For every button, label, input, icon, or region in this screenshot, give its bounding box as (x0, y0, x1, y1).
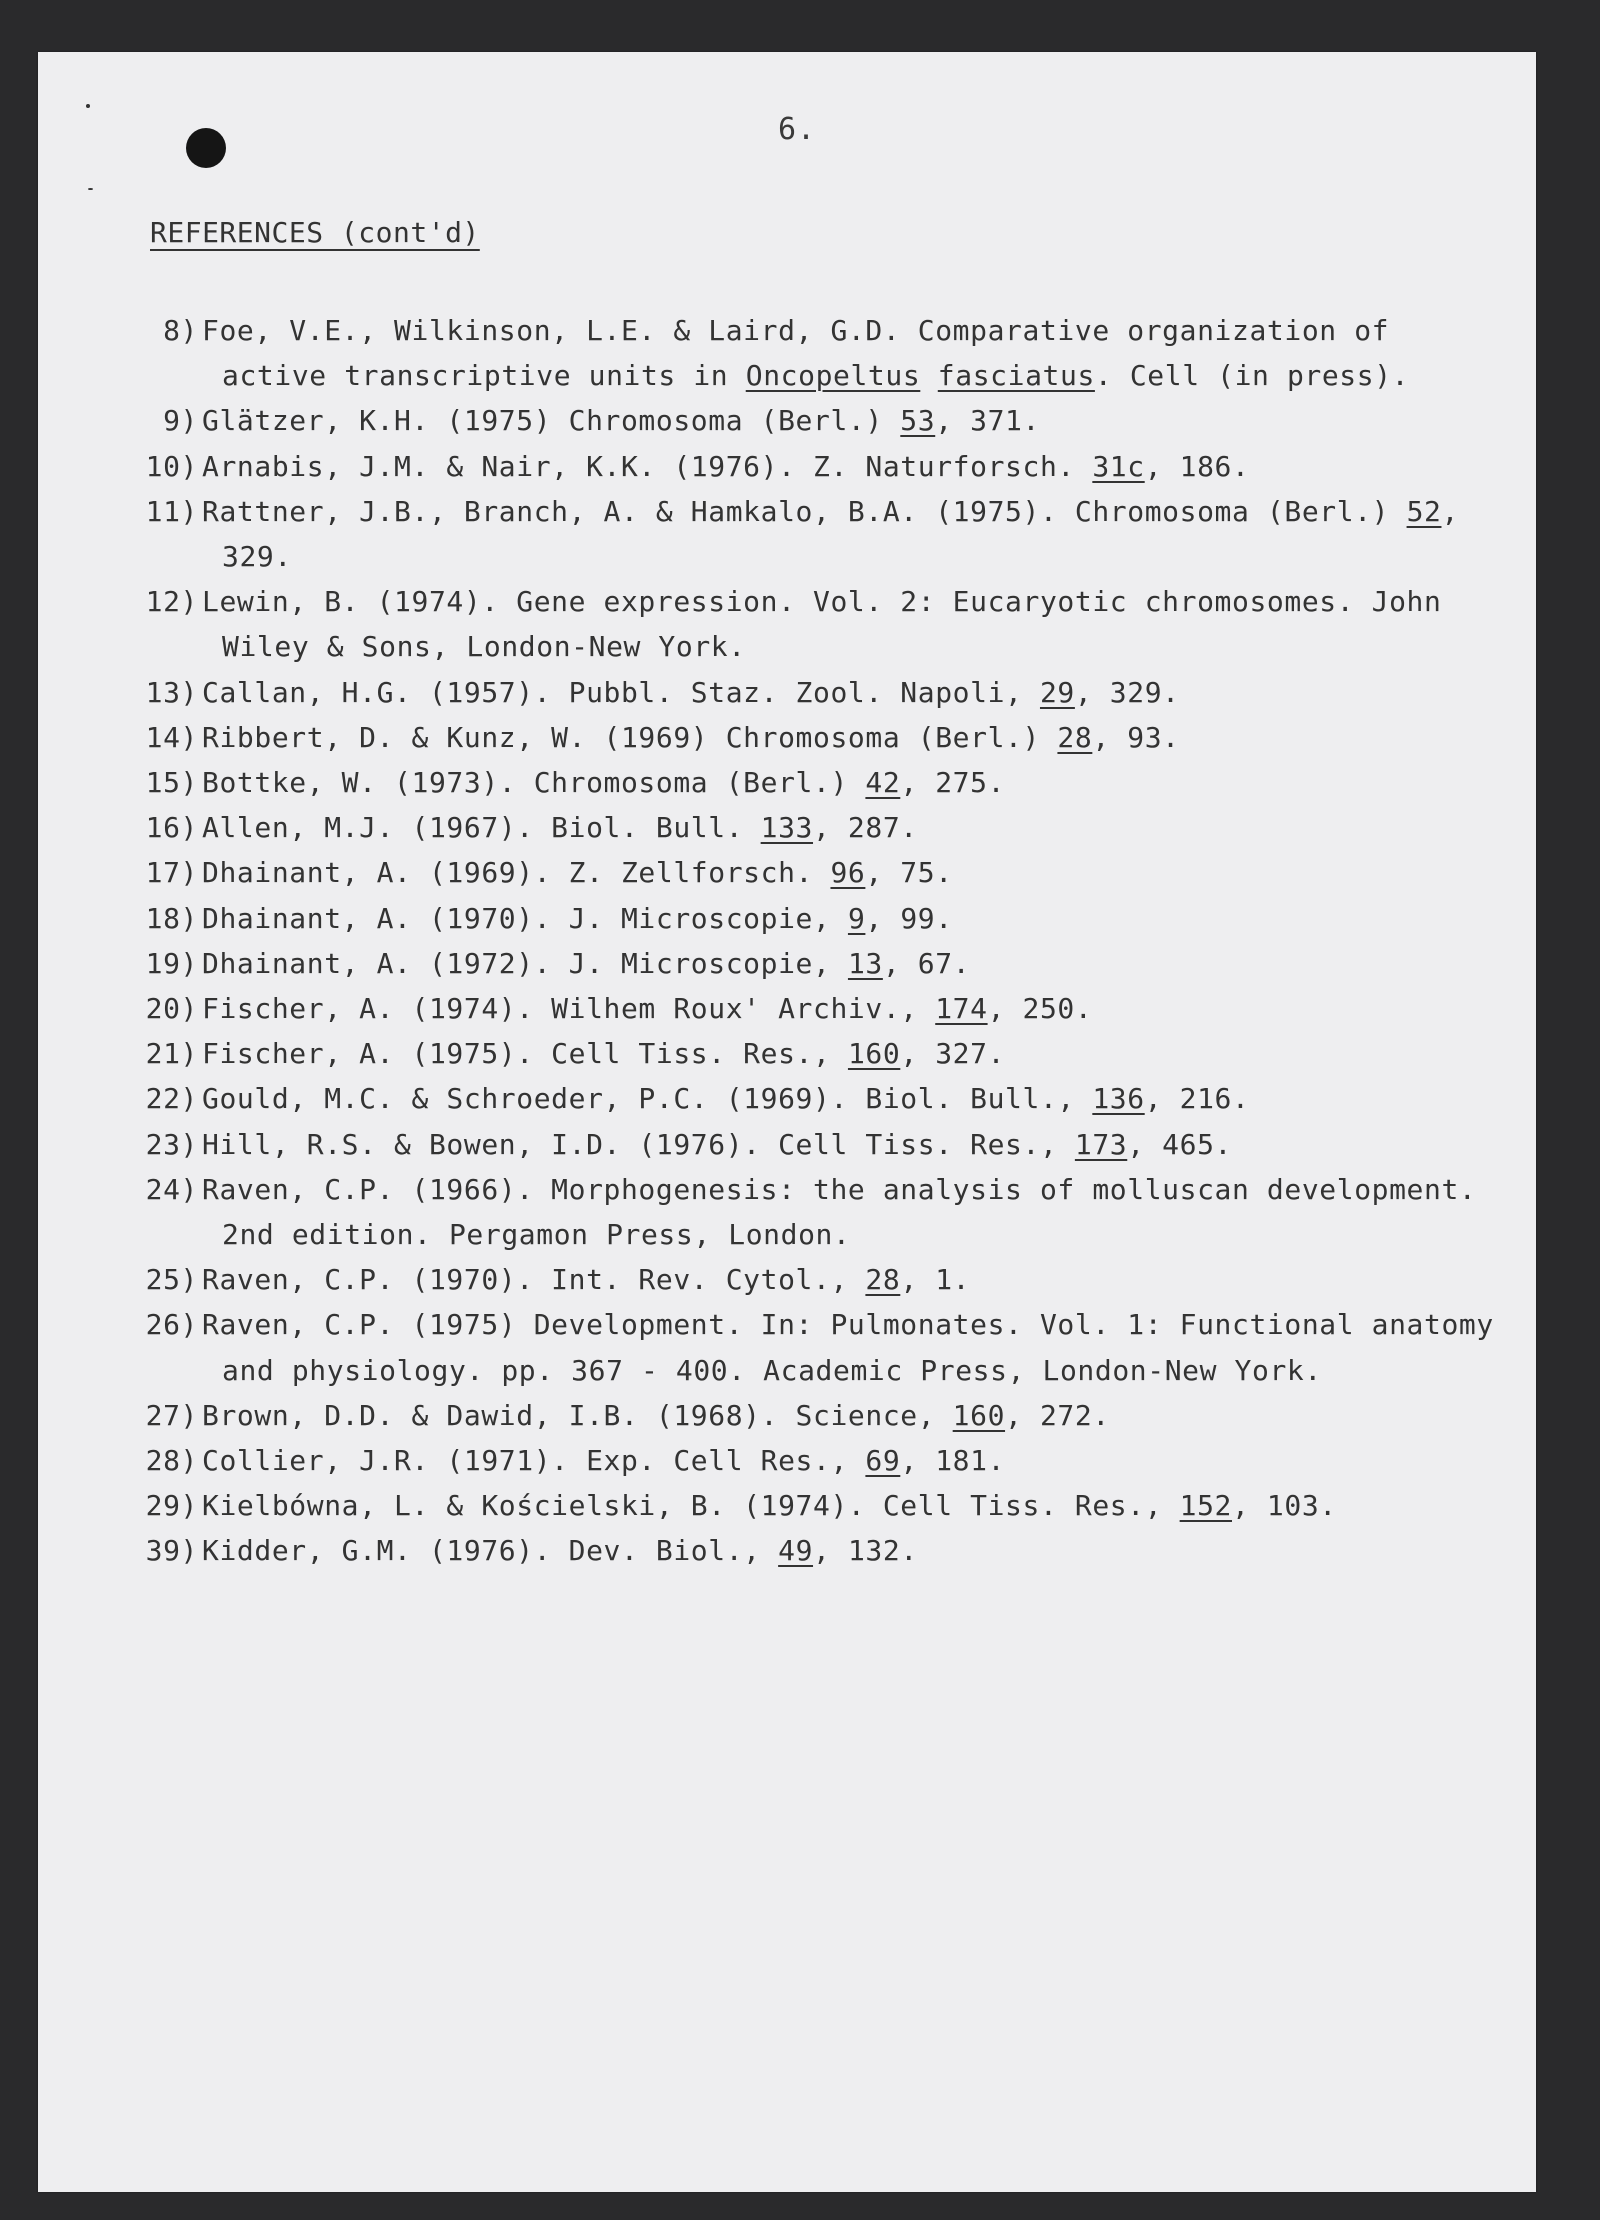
reference-text (202, 805, 1504, 850)
reference-volume: 136 (1092, 1082, 1145, 1116)
reference-pages: . Cell (in press). (1094, 359, 1410, 393)
reference-pages: , 75. (865, 856, 953, 890)
reference-number: 13) (145, 675, 198, 709)
reference-text (202, 308, 1504, 398)
references-heading: REFERENCES (cont'd) (150, 216, 480, 249)
reference-citation: Glätzer, K.H. (1975) Chromosoma (Berl.) (202, 404, 901, 438)
reference-citation: Allen, M.J. (1967). Biol. Bull. (202, 811, 761, 845)
reference-number: 21) (145, 1037, 198, 1071)
reference-citation: Fischer, A. (1974). Wilhem Roux' Archiv., (202, 992, 936, 1026)
reference-citation: Lewin, B. (1974). Gene expression. Vol. 2: Eucaryotic chromosomes. John Wiley & Sons, London-New York. (202, 585, 1442, 664)
reference-volume: 160 (952, 1398, 1006, 1432)
reference-number: 15) (145, 766, 198, 800)
reference-number: 39) (145, 1534, 198, 1568)
reference-item (124, 1122, 1504, 1167)
reference-citation: Hill, R.S. & Bowen, I.D. (1976). Cell Tiss. Res., (202, 1127, 1075, 1161)
reference-pages: , 93. (1092, 720, 1180, 754)
reference-number: 8) (163, 314, 198, 347)
reference-citation: Dhainant, A. (1969). Z. Zellforsch. (202, 856, 831, 890)
reference-pages: , 1. (900, 1263, 971, 1297)
reference-citation: Arnabis, J.M. & Nair, K.K. (1976). Z. Naturforsch. (202, 449, 1093, 483)
reference-item (124, 398, 1504, 443)
reference-item (124, 1393, 1504, 1438)
reference-citation: Raven, C.P. (1975) Development. In: Pulmonates. Vol. 1: Functional anatomy and physiology. pp. 367 - 400. Academic Press, London-New York. (202, 1308, 1494, 1387)
reference-item (124, 444, 1504, 489)
reference-citation: Brown, D.D. & Dawid, I.B. (1968). Science, (202, 1398, 953, 1432)
reference-volume: 96 (830, 856, 866, 890)
reference-item (124, 715, 1504, 760)
reference-pages: , 465. (1127, 1127, 1232, 1161)
reference-pages: , 329. (1074, 675, 1180, 709)
reference-citation: Kidder, G.M. (1976). Dev. Biol., (202, 1534, 779, 1568)
reference-citation: Bottke, W. (1973). Chromosoma (Berl.) (202, 766, 866, 800)
reference-pages: , 132. (813, 1534, 918, 1568)
reference-number: 12) (145, 585, 198, 619)
reference-number: 14) (145, 720, 198, 754)
reference-volume: 28 (1057, 720, 1093, 754)
reference-item (124, 1031, 1504, 1076)
reference-text (202, 850, 1504, 895)
reference-number: 18) (145, 901, 198, 935)
reference-volume: Oncopeltus (745, 359, 921, 393)
reference-volume: 28 (865, 1263, 901, 1297)
reference-number: 29) (145, 1489, 198, 1523)
reference-citation: Gould, M.C. & Schroeder, P.C. (1969). Biol. Bull., (202, 1082, 1093, 1116)
reference-text (202, 1438, 1504, 1483)
reference-volume: 31c (1092, 449, 1145, 483)
reference-pages: , 272. (1005, 1398, 1110, 1432)
reference-number: 25) (145, 1263, 198, 1297)
reference-text (202, 986, 1504, 1031)
reference-list (124, 308, 1504, 1574)
reference-pages: , 371. (935, 404, 1040, 438)
reference-text (202, 1122, 1504, 1167)
reference-citation: Rattner, J.B., Branch, A. & Hamkalo, B.A. (1975). Chromosoma (Berl.) (202, 494, 1407, 528)
reference-number: 27) (145, 1398, 198, 1432)
reference-text (202, 760, 1504, 805)
reference-text (202, 941, 1504, 986)
reference-citation: Foe, V.E., Wilkinson, L.E. & Laird, G.D. Comparative organization of active transcriptive units in (202, 314, 1390, 393)
reference-separator (920, 359, 937, 392)
reference-pages: , 186. (1144, 449, 1250, 483)
reference-text (202, 1031, 1504, 1076)
reference-text (202, 1076, 1504, 1121)
reference-number: 23) (145, 1127, 198, 1161)
reference-pages: , 216. (1144, 1082, 1250, 1116)
reference-citation: Fischer, A. (1975). Cell Tiss. Res., (202, 1037, 848, 1071)
reference-pages: , 275. (900, 766, 1006, 800)
reference-volume: 152 (1179, 1489, 1232, 1523)
reference-volume: 133 (760, 811, 814, 845)
reference-item (124, 489, 1504, 579)
reference-item (124, 941, 1504, 986)
reference-volume: 29 (1039, 675, 1075, 709)
reference-volume: 42 (865, 766, 901, 800)
page-number: 6. (778, 112, 817, 147)
reference-volume: 174 (935, 992, 988, 1026)
reference-item (124, 850, 1504, 895)
reference-citation: Collier, J.R. (1971). Exp. Cell Res., (202, 1444, 866, 1478)
reference-pages: , 67. (882, 946, 971, 980)
paper-speck (88, 188, 93, 190)
reference-number: 26) (145, 1308, 198, 1342)
reference-volume: 9 (847, 901, 866, 935)
reference-text (202, 1167, 1504, 1257)
reference-pages: , 99. (865, 901, 953, 935)
reference-number: 22) (145, 1082, 198, 1116)
reference-item (124, 1483, 1504, 1528)
reference-number: 9) (163, 404, 198, 438)
reference-text (202, 715, 1504, 760)
reference-item (124, 579, 1504, 669)
reference-number: 16) (145, 811, 198, 845)
reference-item (124, 1302, 1504, 1392)
reference-text (202, 896, 1504, 941)
reference-item (124, 1257, 1504, 1302)
reference-pages: , 327. (900, 1037, 1006, 1071)
reference-item (124, 670, 1504, 715)
reference-number: 11) (145, 494, 198, 528)
reference-item (124, 1528, 1504, 1573)
reference-pages: , 329. (222, 494, 1459, 574)
reference-pages: , 287. (813, 811, 918, 845)
paper-speck (86, 104, 90, 108)
reference-volume: 160 (847, 1037, 901, 1071)
document-page (38, 52, 1536, 2192)
reference-number: 19) (145, 946, 198, 980)
reference-volume: 173 (1074, 1127, 1128, 1161)
reference-item (124, 805, 1504, 850)
reference-pages: , 103. (1232, 1489, 1337, 1523)
reference-volume: 69 (865, 1444, 901, 1478)
reference-pages: , 181. (900, 1444, 1006, 1478)
reference-text (202, 1257, 1504, 1302)
reference-citation: Raven, C.P. (1966). Morphogenesis: the analysis of molluscan development. 2nd edition. Pergamon Press, London. (202, 1172, 1477, 1252)
reference-citation: Kielbówna, L. & Kościelski, B. (1974). Cell Tiss. Res., (202, 1489, 1180, 1523)
reference-item (124, 896, 1504, 941)
reference-volume: 49 (778, 1534, 814, 1568)
reference-item (124, 308, 1504, 398)
reference-volume: 53 (900, 404, 936, 438)
reference-item (124, 1167, 1504, 1257)
reference-item (124, 1438, 1504, 1483)
reference-species: fasciatus (937, 359, 1095, 393)
reference-number: 24) (145, 1172, 198, 1206)
reference-text (202, 1302, 1504, 1392)
reference-text (202, 398, 1504, 443)
reference-citation: Dhainant, A. (1972). J. Microscopie, (202, 946, 848, 980)
reference-number: 10) (145, 449, 198, 483)
reference-text (202, 489, 1504, 579)
reference-text (202, 1393, 1504, 1438)
punch-hole (186, 128, 226, 168)
reference-text (202, 1483, 1504, 1528)
reference-number: 20) (145, 992, 198, 1026)
reference-item (124, 986, 1504, 1031)
reference-citation: Raven, C.P. (1970). Int. Rev. Cytol., (202, 1263, 866, 1297)
reference-text (202, 670, 1504, 715)
reference-number: 17) (145, 856, 198, 890)
reference-pages: , 250. (987, 992, 1093, 1026)
reference-number: 28) (145, 1444, 198, 1478)
reference-item (124, 760, 1504, 805)
reference-citation: Callan, H.G. (1957). Pubbl. Staz. Zool. Napoli, (202, 675, 1040, 709)
reference-text (202, 444, 1504, 489)
reference-text (202, 1528, 1504, 1573)
reference-volume: 13 (847, 946, 883, 980)
reference-text (202, 579, 1504, 669)
reference-volume: 52 (1406, 494, 1442, 528)
reference-item (124, 1076, 1504, 1121)
reference-citation: Ribbert, D. & Kunz, W. (1969) Chromosoma (Berl.) (202, 720, 1058, 754)
reference-citation: Dhainant, A. (1970). J. Microscopie, (202, 901, 848, 935)
